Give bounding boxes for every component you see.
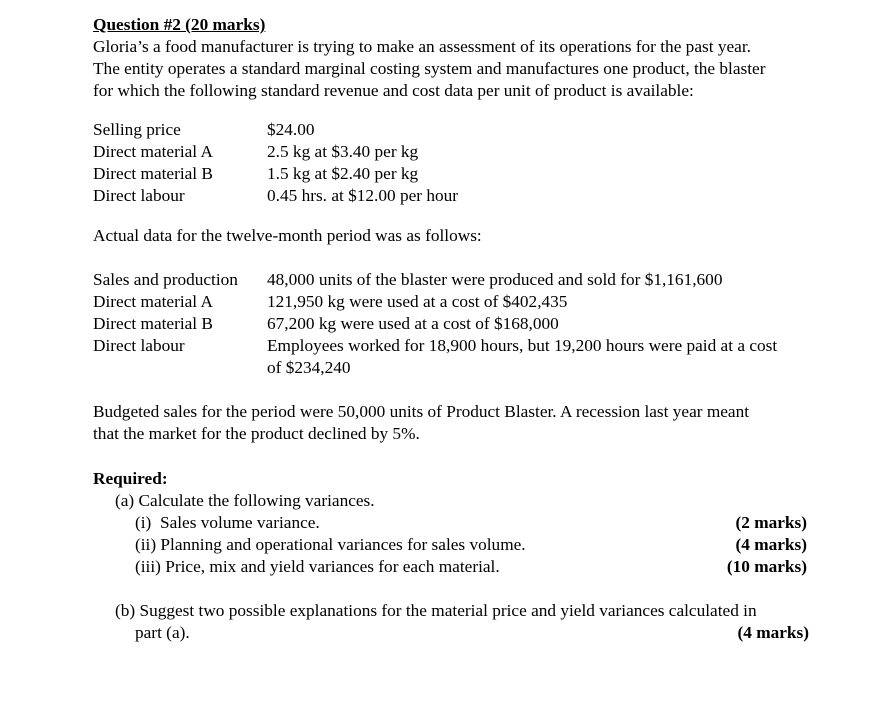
standard-label: Selling price (93, 120, 181, 139)
intro-paragraph (93, 36, 853, 102)
budget-line: Budgeted sales for the period were 50,000 units of Product Blaster. A recession last year meant (93, 402, 750, 421)
part-b-line: part (a). (135, 623, 190, 642)
question-title: Question #2 (20 marks) (93, 15, 266, 34)
list-item (135, 556, 807, 578)
marks-label: (10 marks) (726, 557, 807, 576)
marks-label: (4 marks) (735, 535, 807, 554)
item-text: (iii) Price, mix and yield variances for each material. (135, 557, 500, 576)
standard-value: 1.5 kg at $2.40 per kg (267, 164, 419, 183)
budget-paragraph (93, 401, 853, 445)
part-b (115, 600, 831, 644)
actual-data-table (93, 269, 853, 379)
standard-data-table (93, 119, 853, 207)
part-a-items (135, 512, 807, 578)
standard-label: Direct material B (93, 164, 213, 183)
part-b-last-row (115, 622, 809, 644)
marks-label: (2 marks) (735, 513, 807, 532)
standard-label: Direct labour (93, 186, 185, 205)
standard-value: $24.00 (267, 120, 315, 139)
budget-line: that the market for the product declined by 5%. (93, 424, 420, 443)
standard-value: 0.45 hrs. at $12.00 per hour (267, 186, 459, 205)
item-text: (i) Sales volume variance. (135, 513, 320, 532)
actual-value: 67,200 kg were used at a cost of $168,000 (267, 314, 559, 333)
actual-label: Direct material A (93, 292, 213, 311)
standard-value: 2.5 kg at $3.40 per kg (267, 142, 419, 161)
actual-value-line: of $234,240 (267, 358, 351, 377)
part-b-line: (b) Suggest two possible explanations for the material price and yield variances calculated in (115, 601, 757, 620)
intro-line: for which the following standard revenue and cost data per unit of product is available: (93, 81, 694, 100)
actual-value: 121,950 kg were used at a cost of $402,435 (267, 292, 568, 311)
list-item (135, 534, 807, 556)
marks-label: (4 marks) (737, 623, 809, 642)
actual-value (267, 335, 853, 379)
intro-line: The entity operates a standard marginal costing system and manufactures one product, the blaster (93, 59, 766, 78)
actual-value-line: Employees worked for 18,900 hours, but 19,200 hours were paid at a cost (267, 336, 778, 355)
intro-line: Gloria’s a food manufacturer is trying to make an assessment of its operations for the past year. (93, 37, 751, 56)
question-document (93, 14, 853, 644)
actual-label: Direct material B (93, 314, 213, 333)
actual-intro: Actual data for the twelve-month period was as follows: (93, 226, 482, 245)
actual-label: Sales and production (93, 270, 238, 289)
actual-value: 48,000 units of the blaster were produced and sold for $1,161,600 (267, 270, 723, 289)
standard-label: Direct material A (93, 142, 213, 161)
actual-label: Direct labour (93, 336, 185, 355)
item-text: (ii) Planning and operational variances for sales volume. (135, 535, 526, 554)
list-item (135, 512, 807, 534)
required-heading: Required: (93, 469, 168, 488)
part-a-heading: (a) Calculate the following variances. (115, 491, 375, 510)
